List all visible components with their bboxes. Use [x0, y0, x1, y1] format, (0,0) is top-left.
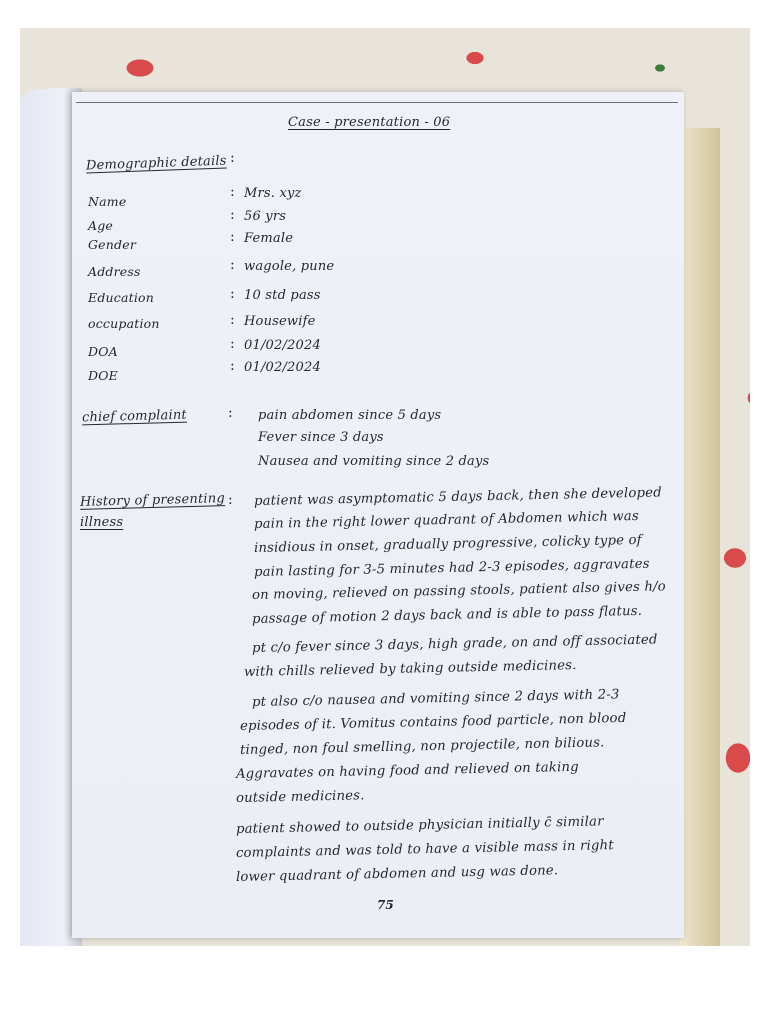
label-gender: Gender — [88, 237, 137, 252]
colon-doa: : — [230, 336, 235, 352]
value-gender: Female — [244, 231, 294, 246]
label-occupation: occupation — [88, 316, 160, 331]
history-line: patient showed to outside physician initially c̄ similar — [235, 814, 604, 837]
history-line: on moving, relieved on passing stools, patient also gives h/o — [251, 579, 667, 603]
colon-age: : — [230, 207, 235, 223]
colon-name: : — [230, 184, 235, 200]
history-line: lower quadrant of abdomen and usg was done. — [235, 863, 559, 885]
value-doa: 01/02/2024 — [244, 338, 321, 353]
chief-complaint-line: Fever since 3 days — [258, 430, 384, 445]
page-title: Case - presentation - 06 — [288, 115, 451, 130]
label-doe: DOE — [88, 368, 118, 383]
history-line: pain in the right lower quadrant of Abdomen which was — [253, 508, 640, 532]
label-address: Address — [88, 264, 141, 279]
history-line: Aggravates on having food and relieved on taking — [235, 759, 579, 782]
history-colon: : — [228, 492, 233, 508]
history-line: patient was asymptomatic 5 days back, then she developed — [253, 485, 662, 509]
colon-address: : — [230, 257, 235, 273]
value-name: Mrs. xyz — [244, 186, 302, 201]
label-doa: DOA — [88, 344, 118, 359]
label-age: Age — [88, 218, 114, 233]
history-line: pain lasting for 3-5 minutes had 2-3 episodes, aggravates — [253, 556, 650, 580]
history-line: outside medicines. — [235, 788, 365, 806]
colon-doe: : — [230, 358, 235, 374]
history-line: pt c/o fever since 3 days, high grade, on and off associated — [251, 632, 658, 656]
value-education: 10 std pass — [244, 288, 321, 303]
demographics-colon: : — [230, 150, 235, 166]
history-line: tinged, non foul smelling, non projectile, non bilious. — [239, 735, 605, 758]
history-heading-continued: illness — [80, 515, 124, 530]
label-education: Education — [88, 290, 155, 305]
chief-complaint-colon: : — [228, 405, 233, 421]
value-occupation: Housewife — [244, 314, 316, 329]
demographics-heading: Demographic details — [85, 153, 227, 174]
colon-education: : — [230, 286, 235, 302]
history-line: insidious in onset, gradually progressive, colicky type of — [253, 532, 642, 556]
label-name: Name — [88, 194, 127, 209]
value-address: wagole, pune — [244, 259, 335, 274]
chief-complaint-line: Nausea and vomiting since 2 days — [258, 454, 490, 469]
history-line: passage of motion 2 days back and is able to pass flatus. — [251, 603, 643, 627]
chief-complaint-heading: chief complaint — [81, 407, 188, 426]
notebook-page — [72, 92, 684, 938]
value-doe: 01/02/2024 — [244, 360, 321, 375]
history-line: episodes of it. Vomitus contains food particle, non blood — [239, 710, 627, 734]
colon-occupation: : — [230, 312, 235, 328]
value-age: 56 yrs — [244, 209, 287, 224]
history-line: complaints and was told to have a visible mass in right — [235, 838, 614, 861]
history-line: pt also c/o nausea and vomiting since 2 days with 2-3 — [251, 687, 620, 710]
history-line: with chills relieved by taking outside medicines. — [243, 658, 577, 680]
page-number: 75 — [377, 898, 394, 912]
chief-complaint-line: pain abdomen since 5 days — [258, 408, 442, 423]
colon-gender: : — [230, 229, 235, 245]
book-page-edges — [680, 128, 720, 946]
history-heading: History of presenting — [79, 491, 226, 510]
